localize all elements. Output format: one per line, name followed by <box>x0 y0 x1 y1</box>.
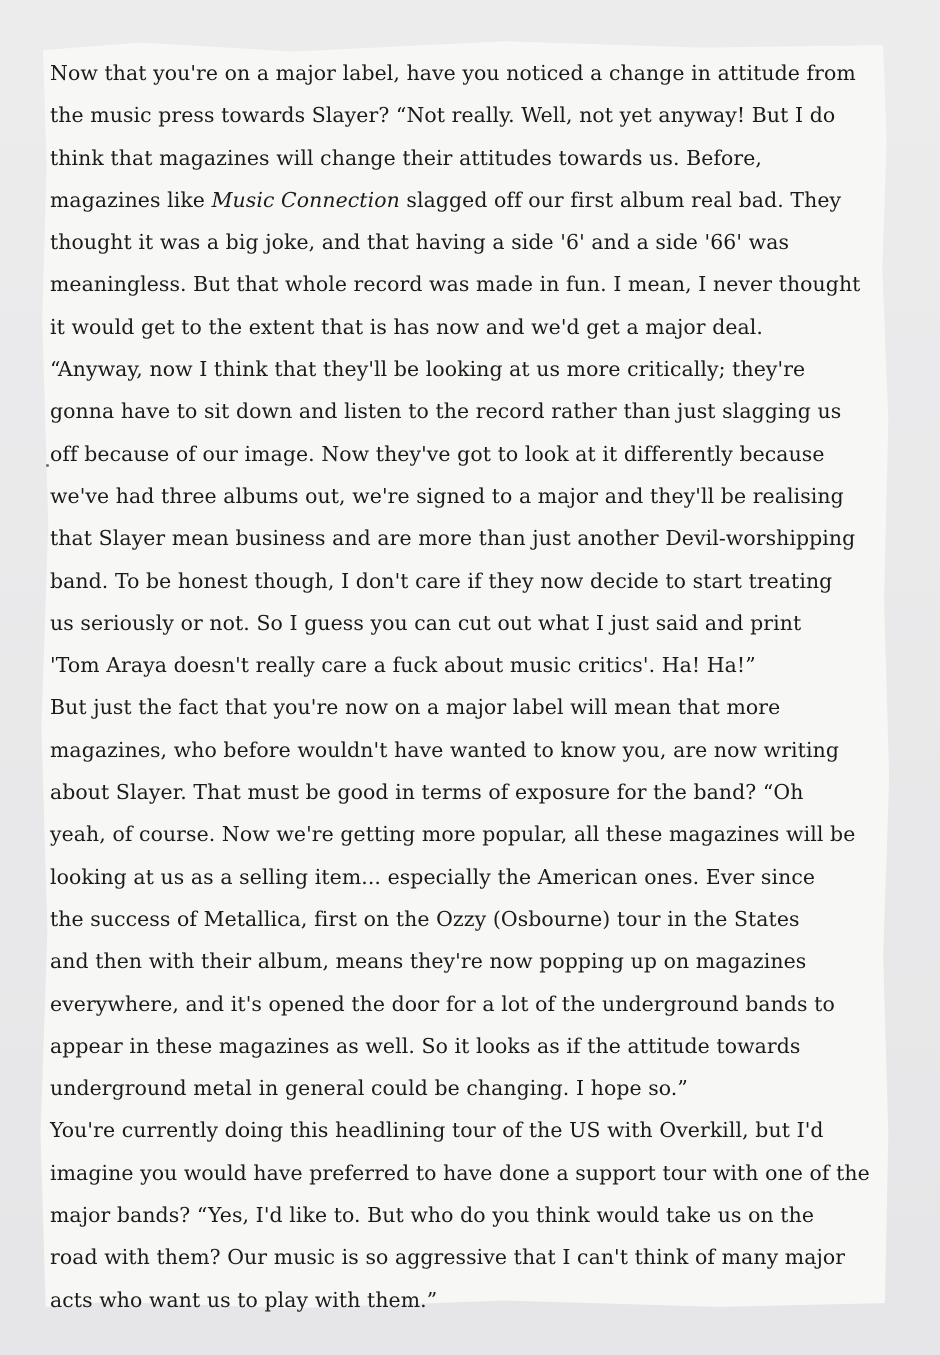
magazine-title: Music Connection <box>211 187 400 212</box>
text-line: band. To be honest though, I don't care if they now decide to start treating <box>50 568 833 593</box>
text-line: we've had three albums out, we're signed to a major and they'll be realising <box>50 483 844 508</box>
text-line: But just the fact that you're now on a major label will mean that more <box>50 695 781 720</box>
text-line: 'Tom Araya doesn't really care a fuck about music critics'. Ha! Ha!” <box>50 653 756 678</box>
text-line: appear in these magazines as well. So it looks as if the attitude towards <box>50 1033 801 1058</box>
ink-speck <box>46 464 49 467</box>
text-line: major bands? “Yes, I'd like to. But who do you think would take us on the <box>50 1203 814 1228</box>
text-line: and then with their album, means they're now popping up on magazines <box>50 949 807 974</box>
text-line: meaningless. But that whole record was made in fun. I mean, I never thought <box>50 272 861 297</box>
text-line: imagine you would have preferred to have done a support tour with one of the <box>50 1160 870 1185</box>
text-line: magazines, who before wouldn't have wanted to know you, are now writing <box>50 737 839 762</box>
text-line: acts who want us to play with them.” <box>50 1287 438 1312</box>
text-line: looking at us as a selling item... especially the American ones. Ever since <box>50 864 816 889</box>
text-line: that Slayer mean business and are more than just another Devil-worshipping <box>50 526 856 551</box>
text-line: the success of Metallica, first on the Ozzy (Osbourne) tour in the States <box>50 906 800 931</box>
text-segment: magazines like <box>50 187 212 212</box>
text-line: Now that you're on a major label, have you noticed a change in attitude from <box>50 61 856 85</box>
text-line: yeah, of course. Now we're getting more popular, all these magazines will be <box>50 822 856 847</box>
text-line: off because of our image. Now they've got to look at it differently because <box>50 441 825 466</box>
text-line: road with them? Our music is so aggressive that I can't think of many major <box>50 1245 846 1270</box>
text-line: it would get to the extent that is has now and we'd get a major deal. <box>50 314 763 339</box>
text-line: “Anyway, now I think that they'll be looking at us more critically; they're <box>50 357 806 382</box>
text-segment: slagged off our first album real bad. They <box>399 187 842 212</box>
text-line: thought it was a big joke, and that having a side '6' and a side '66' was <box>50 230 790 255</box>
text-line: the music press towards Slayer? “Not really. Well, not yet anyway! But I do <box>50 103 836 128</box>
text-line: gonna have to sit down and listen to the record rather than just slagging us <box>50 399 842 424</box>
text-line: think that magazines will change their attitudes towards us. Before, <box>50 145 762 170</box>
text-line: about Slayer. That must be good in terms of exposure for the band? “Oh <box>50 780 804 805</box>
interview-text <box>50 52 890 1321</box>
text-line: us seriously or not. So I guess you can cut out what I just said and print <box>50 610 802 635</box>
text-line: underground metal in general could be changing. I hope so.” <box>50 1076 688 1101</box>
text-line: everywhere, and it's opened the door for a lot of the underground bands to <box>50 991 835 1016</box>
text-line: You're currently doing this headlining tour of the US with Overkill, but I'd <box>50 1118 824 1143</box>
text-line <box>50 179 890 221</box>
